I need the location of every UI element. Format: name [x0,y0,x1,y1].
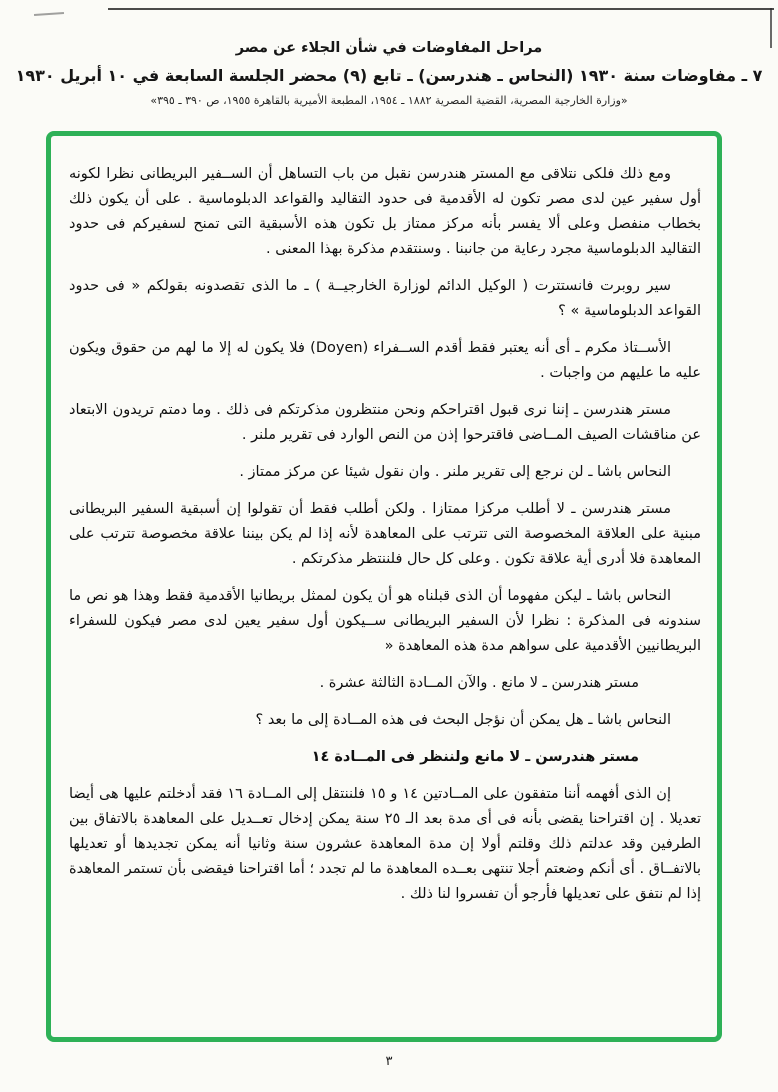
document-title: مراحل المفاوضات في شأن الجلاء عن مصر [235,40,543,56]
paragraph-nahhas-3: النحاس باشا ـ هل يمكن أن نؤجل البحث فى هذه المــادة إلى ما بعد ؟ [255,712,671,728]
page-header [0,40,778,107]
document-subtitle: ٧ ـ مفاوضات سنة ١٩٣٠ (النحاس ـ هندرسن) ـ تابع (٩) محضر الجلسة السابعة في ١٠ أبريل ١٩٣٠ [15,66,763,85]
source-citation: «وزارة الخارجية المصرية، القضية المصرية ١٨٨٢ ـ ١٩٥٤، المطبعة الأميرية بالقاهرة ١٩٥٥، ص ٣٩٠ ـ ٣٩٥» [150,94,628,107]
paragraph-makram: الأســتاذ مكرم ـ أى أنه يعتبر فقط أقدم الســفراء (Doyen) فلا يكون له إلا ما لهم من حقوق ويكون عليه ما عليهم من واجبات . [69,340,701,381]
paragraph-henderson-1: مستر هندرسن ـ إننا نرى قبول اقتراحكم ونحن منتظرون مذكرتكم فى ذلك . وما دمتم تريدون الابتعاد عن مناقشات الصيف المــاضى فاقترحوا إذن من النص الوارد فى تقرير ملنر . [69,402,701,443]
paragraph-intro: ومع ذلك فلكى نتلاقى مع المستر هندرسن نقبل من باب التساهل أن الســفير البريطانى نظرا لكونه أول سفير عين لدى مصر تكون له الأقدمية فى حدود التقاليد والقواعد الدبلوماسية . على أن يكون ذلك بخطاب منفصل وعلى ألا يفسر بأنه مركز ممتاز بل تكون هذه الأسبقية التى تمنح لسفيركم فى حدود التقاليد الدبلوماسية مجرد رعاية من جانبنا . وسنتقدم مذكرة بهذا المعنى . [69,166,701,257]
paragraph-vansittart: سير روبرت فانستترت ( الوكيل الدائم لوزارة الخارجيــة ) ـ ما الذى تقصدونه بقولكم « فى حدود القواعد الدبلوماسية » ؟ [69,278,701,319]
paragraph-article-16: إن الذى أفهمه أننا متفقون على المــادتين ١٤ و ١٥ فلننتقل إلى المــادة ١٦ فقد أدخلتم عليها هى أيضا تعديلا . إن اقتراحنا يقضى بأنه فى أى مدة بعد الـ ٢٥ سنة يمكن إدخال تعــديل على المعاهدة بالاتفاق بين الطرفين وقد عدلتم ذلك وقلتم أولا إن مدة المعاهدة عشرون سنة وثانيا أنه يمكن تجديدها أو تعديلها بالاتفــاق . أى أنكم وضعتم أجلا تنتهى بعــده المعاهدة ما لم تجدد ؛ أما اقتراحنا فيقضى بأن تستمر المعاهدة إذا لم نتفق على تعديلها فأرجو أن تفسروا لنا ذلك . [69,786,701,902]
highlight-box [46,131,722,1042]
scan-artifact-speck [34,12,64,16]
paragraph-henderson-2: مستر هندرسن ـ لا أطلب مركزا ممتازا . ولكن أطلب فقط أن تقولوا إن أسبقية السفير البريطانى مبنية على العلاقة المخصوصة التى تترتب على المعاهدة لأنه إذا لم يكن بيننا علاقة مخصوصة تترتب على المعاهدة فلا أدرى أية علاقة تكون . وعلى كل حال فلننتظر مذكرتكم . [69,501,701,567]
page-footer [0,1054,778,1069]
paragraph-henderson-3: مستر هندرسن ـ لا مانع . والآن المــادة الثالثة عشرة . [319,675,639,691]
scan-artifact-top-line [108,8,774,10]
paragraph-nahhas-2: النحاس باشا ـ ليكن مفهوما أن الذى قبلناه هو أن يكون لممثل بريطانيا الأقدمية فقط وهذا هو نص ما سندونه فى المذكرة : نظرا لأن السفير البريطانى ســيكون أول سفير يعين لدى مصر فيكون للسفراء البريطانيين الأقدمية على سواهم مدة هذه المعاهدة « [69,588,701,654]
paragraph-henderson-4: مستر هندرسن ـ لا مانع ولننظر فى المــادة ١٤ [311,749,639,765]
paragraph-nahhas-1: النحاس باشا ـ لن نرجع إلى تقرير ملنر . وان نقول شيئا عن مركز ممتاز . [239,464,671,480]
document-body [69,162,701,907]
page-number: ٣ [385,1054,393,1069]
